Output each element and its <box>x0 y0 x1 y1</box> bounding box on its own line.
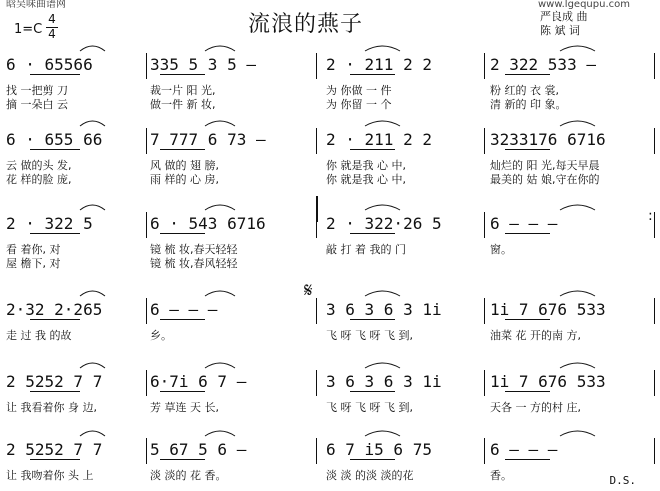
measure-notes: 2 5252 7 7 <box>6 440 103 459</box>
time-signature-top: 4 <box>48 12 56 26</box>
measure-notes: 6 7 i5 6 75 <box>326 440 432 459</box>
lyric-line-1: 找 一把剪 刀 <box>6 84 68 97</box>
lyric-line-1: 芳 草连 天 长, <box>150 401 219 414</box>
measure-notes: 6 – – – <box>490 214 558 233</box>
lyric-line-2: 镜 梳 妆,春风轻轻 <box>150 257 238 270</box>
lyric-line-1: 裁一片 阳 光, <box>150 84 216 97</box>
lyric-line-1: 风 做的 翅 膀, <box>150 159 219 172</box>
lyric-line-2: 清 新的 印 象。 <box>490 98 567 111</box>
lyric-line-2: 花 样的脸 庞, <box>6 173 72 186</box>
segno-icon: 𝄋 <box>304 278 313 302</box>
lyric-line-2: 雨 样的 心 房, <box>150 173 219 186</box>
lyric-line-2: 你 就是我 心 中, <box>326 173 406 186</box>
measure-notes: 1i 7 676 533 <box>490 300 606 319</box>
lyric-line-1: 淡 淡的 花 香。 <box>150 469 227 482</box>
slur <box>560 431 595 436</box>
time-signature-bottom: 4 <box>48 27 56 41</box>
lyric-line-1: 看 着你, 对 <box>6 243 61 256</box>
measure-notes: 6 · 655 66 <box>6 130 103 149</box>
measure-notes: 2 · 322·26 5 <box>326 214 442 233</box>
lyric-line-1: 飞 呀 飞 呀 飞 到, <box>326 329 413 342</box>
measure-notes: 2 · 322 5 <box>6 214 93 233</box>
measure-notes: 2 5252 7 7 <box>6 372 103 391</box>
lyric-line-1: 天各 一 方的村 庄, <box>490 401 581 414</box>
lyric-line-2: 屋 檐下, 对 <box>6 257 61 270</box>
measure-notes: 6 · 65566 <box>6 55 93 74</box>
measure-notes: 2 322 533 – <box>490 55 596 74</box>
measure-notes: 6 · 543 6716 <box>150 214 266 233</box>
measure-notes: 6 – – – <box>490 440 558 459</box>
repeat-barline <box>316 196 318 222</box>
page-title: 流浪的燕子 <box>248 12 364 37</box>
lyric-line-1: 让 我看着你 身 边, <box>6 401 97 414</box>
lyric-line-1: 你 就是我 心 中, <box>326 159 406 172</box>
measure-notes: 2 · 211 2 2 <box>326 130 432 149</box>
site-watermark: 晗吴味曲谱网 <box>6 0 66 10</box>
lyric-line-1: 粉 红的 衣 裳, <box>490 84 559 97</box>
measure-notes: 2 · 211 2 2 <box>326 55 432 74</box>
slur <box>365 431 400 436</box>
lyric-line-2: 做一件 新 妆, <box>150 98 216 111</box>
measure-notes: 7 777 6 73 – <box>150 130 266 149</box>
source-url: www.lgequpu.com <box>538 0 630 10</box>
lyric-line-1: 淡 淡 的淡 淡的花 <box>326 469 414 482</box>
measure-notes: 3 6 3 6 3 1i <box>326 372 442 391</box>
lyric-line-1: 走 过 我 的故 <box>6 329 72 342</box>
lyric-line-1: 香。 <box>490 469 512 482</box>
lyric-line-1: 乡。 <box>150 329 172 342</box>
measure-notes: 6 – – – <box>150 300 218 319</box>
key-signature: 1=C <box>14 22 43 37</box>
lyric-line-1: 敲 打 着 我的 门 <box>326 243 406 256</box>
repeat-end-icon: : <box>648 208 653 224</box>
slur <box>80 431 105 436</box>
lyric-line-1: 为 你做 一 件 <box>326 84 392 97</box>
measure-notes: 5 67 5 6 – <box>150 440 247 459</box>
lyric-line-1: 油菜 花 开的南 方, <box>490 329 581 342</box>
measure-notes: 2·32 2·265 <box>6 300 103 319</box>
composer-credit: 严良成 曲 <box>540 10 588 23</box>
lyricist-credit: 陈 斌 词 <box>540 24 580 37</box>
lyric-line-1: 灿烂的 阳 光,每天早晨 <box>490 159 600 172</box>
lyric-line-1: 飞 呀 飞 呀 飞 到, <box>326 401 413 414</box>
da-segno-mark: D.S. <box>609 474 636 487</box>
lyric-line-2: 摘 一朵白 云 <box>6 98 68 111</box>
measure-notes: 6·7i 6 7 – <box>150 372 247 391</box>
lyric-line-1: 窗。 <box>490 243 512 256</box>
measure-notes: 3233176 6716 <box>490 130 606 149</box>
measure-notes: 335 5 3 5 – <box>150 55 256 74</box>
lyric-line-1: 让 我吻着你 头 上 <box>6 469 94 482</box>
lyric-line-1: 云 做的头 发, <box>6 159 72 172</box>
measure-notes: 1i 7 676 533 <box>490 372 606 391</box>
lyric-line-2: 为 你留 一 个 <box>326 98 392 111</box>
lyric-line-2: 最美的 姑 娘,守在你的 <box>490 173 600 186</box>
slur <box>205 431 235 436</box>
measure-notes: 3 6 3 6 3 1i <box>326 300 442 319</box>
lyric-line-1: 镜 梳 妆,春天轻轻 <box>150 243 238 256</box>
